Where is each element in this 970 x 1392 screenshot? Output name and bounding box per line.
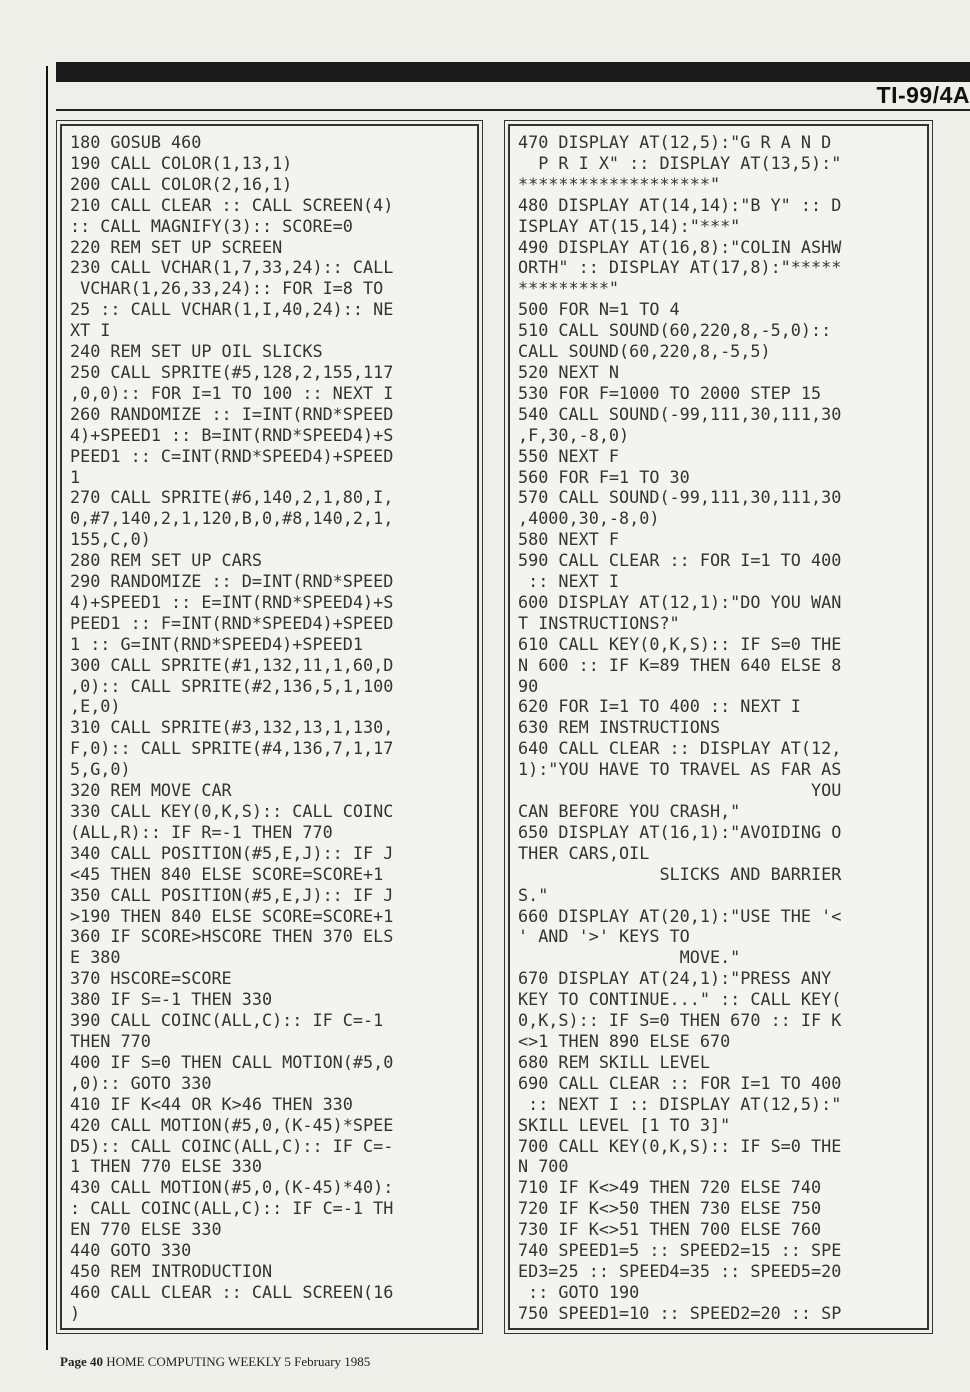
code-line: 210 CALL CLEAR :: CALL SCREEN(4) — [70, 194, 394, 215]
program-listing-right — [510, 126, 927, 1324]
code-line: ,4000,30,-8,0) — [518, 508, 660, 529]
code-line: 340 CALL POSITION(#5,E,J):: IF J — [70, 842, 394, 863]
code-line: N 700 — [518, 1156, 569, 1177]
code-line: 200 CALL COLOR(2,16,1) — [70, 173, 293, 194]
code-line: 640 CALL CLEAR :: DISPLAY AT(12, — [518, 738, 842, 759]
code-line: 570 CALL SOUND(-99,111,30,111,30 — [518, 487, 842, 508]
code-line: : CALL COINC(ALL,C):: IF C=-1 TH — [70, 1198, 394, 1219]
code-line: 240 REM SET UP OIL SLICKS — [70, 341, 323, 362]
header-bar — [56, 62, 970, 82]
code-line: 740 SPEED1=5 :: SPEED2=15 :: SPE — [518, 1240, 842, 1261]
code-line: 1 :: G=INT(RND*SPEED4)+SPEED1 — [70, 633, 363, 654]
code-line: SLICKS AND BARRIER — [518, 863, 842, 884]
code-line: 670 DISPLAY AT(24,1):"PRESS ANY — [518, 968, 832, 989]
page-number: Page 40 — [60, 1354, 103, 1369]
code-line: YOU — [518, 780, 842, 801]
code-line: ORTH" :: DISPLAY AT(17,8):"***** — [518, 257, 842, 278]
code-line: 480 DISPLAY AT(14,14):"B Y" :: D — [518, 194, 842, 215]
code-line: :: NEXT I — [518, 571, 620, 592]
code-line: 4)+SPEED1 :: E=INT(RND*SPEED4)+S — [70, 591, 394, 612]
code-line: 5,G,0) — [70, 759, 131, 780]
code-line: E 380 — [70, 947, 121, 968]
code-line: 630 REM INSTRUCTIONS — [518, 717, 721, 738]
code-line: N 600 :: IF K=89 THEN 640 ELSE 8 — [518, 654, 842, 675]
code-line: 280 REM SET UP CARS — [70, 550, 262, 571]
code-line: 500 FOR N=1 TO 4 — [518, 299, 680, 320]
code-line: XT I — [70, 320, 111, 341]
code-line: 90 — [518, 675, 539, 696]
code-line: KEY TO CONTINUE..." :: CALL KEY( — [518, 989, 842, 1010]
code-line: 540 CALL SOUND(-99,111,30,111,30 — [518, 403, 842, 424]
code-line: 0,K,S):: IF S=0 THEN 670 :: IF K — [518, 1010, 842, 1031]
code-line: 420 CALL MOTION(#5,0,(K-45)*SPEE — [70, 1114, 394, 1135]
code-line: ,0):: GOTO 330 — [70, 1072, 212, 1093]
code-line: :: GOTO 190 — [518, 1281, 640, 1302]
page-footer — [60, 1354, 370, 1370]
code-line: *******************" — [518, 173, 721, 194]
code-line: MOVE." — [518, 947, 741, 968]
code-line: 310 CALL SPRITE(#3,132,13,1,130, — [70, 717, 394, 738]
code-line: 520 NEXT N — [518, 361, 620, 382]
code-line: ,0,0):: FOR I=1 TO 100 :: NEXT I — [70, 382, 394, 403]
code-line: 600 DISPLAY AT(12,1):"DO YOU WAN — [518, 591, 842, 612]
code-line: ) — [70, 1302, 81, 1323]
code-line: 580 NEXT F — [518, 529, 620, 550]
code-line: 370 HSCORE=SCORE — [70, 968, 232, 989]
code-line: 700 CALL KEY(0,K,S):: IF S=0 THE — [518, 1135, 842, 1156]
code-line: 490 DISPLAY AT(16,8):"COLIN ASHW — [518, 236, 842, 257]
code-line: PEED1 :: F=INT(RND*SPEED4)+SPEED — [70, 612, 394, 633]
code-line: THEN 770 — [70, 1030, 151, 1051]
code-line: 400 IF S=0 THEN CALL MOTION(#5,0 — [70, 1051, 394, 1072]
listing-column-right — [508, 124, 929, 1330]
code-line: 730 IF K<>51 THEN 700 ELSE 760 — [518, 1219, 822, 1240]
code-line: EN 770 ELSE 330 — [70, 1219, 222, 1240]
code-line: 1 THEN 770 ELSE 330 — [70, 1156, 262, 1177]
code-line: 750 SPEED1=10 :: SPEED2=20 :: SP — [518, 1302, 842, 1323]
code-line: PEED1 :: C=INT(RND*SPEED4)+SPEED — [70, 445, 394, 466]
code-line: 560 FOR F=1 TO 30 — [518, 466, 690, 487]
code-line: 250 CALL SPRITE(#5,128,2,155,117 — [70, 361, 394, 382]
code-line: 220 REM SET UP SCREEN — [70, 236, 283, 257]
code-line: P R I X" :: DISPLAY AT(13,5):" — [518, 152, 842, 173]
code-line: CAN BEFORE YOU CRASH," — [518, 801, 741, 821]
code-line: SKILL LEVEL [1 TO 3]" — [518, 1114, 731, 1135]
code-line: 1):"YOU HAVE TO TRAVEL AS FAR AS — [518, 759, 842, 780]
code-line: :: NEXT I :: DISPLAY AT(12,5):" — [518, 1093, 842, 1114]
code-line: 4)+SPEED1 :: B=INT(RND*SPEED4)+S — [70, 424, 394, 445]
code-line: 260 RANDOMIZE :: I=INT(RND*SPEED — [70, 403, 394, 424]
code-line: 270 CALL SPRITE(#6,140,2,1,80,I, — [70, 487, 394, 508]
code-line: (ALL,R):: IF R=-1 THEN 770 — [70, 821, 333, 842]
code-line: 230 CALL VCHAR(1,7,33,24):: CALL — [70, 257, 394, 278]
code-line: 650 DISPLAY AT(16,1):"AVOIDING O — [518, 821, 842, 842]
code-line: ,0):: CALL SPRITE(#2,136,5,1,100 — [70, 675, 394, 696]
code-line: D5):: CALL COINC(ALL,C):: IF C=- — [70, 1135, 394, 1156]
code-line: 390 CALL COINC(ALL,C):: IF C=-1 — [70, 1010, 384, 1031]
program-listing-left — [62, 126, 477, 1324]
code-line: *********" — [518, 278, 620, 299]
code-line: T INSTRUCTIONS?" — [518, 612, 680, 633]
header-rule — [56, 109, 970, 111]
code-line: 155,C,0) — [70, 529, 151, 550]
code-line: 440 GOTO 330 — [70, 1240, 192, 1261]
code-line: 720 IF K<>50 THEN 730 ELSE 750 — [518, 1198, 822, 1219]
code-line: VCHAR(1,26,33,24):: FOR I=8 TO — [70, 278, 384, 299]
code-line: 1 — [70, 466, 81, 487]
code-line: 620 FOR I=1 TO 400 :: NEXT I — [518, 696, 801, 717]
code-line: 290 RANDOMIZE :: D=INT(RND*SPEED — [70, 571, 394, 592]
code-line: 460 CALL CLEAR :: CALL SCREEN(16 — [70, 1281, 394, 1302]
code-line: 550 NEXT F — [518, 445, 620, 466]
code-line: ISPLAY AT(15,14):"***" — [518, 215, 741, 236]
code-line: 680 REM SKILL LEVEL — [518, 1051, 710, 1072]
listing-column-left — [60, 124, 479, 1330]
code-line: 0,#7,140,2,1,120,B,0,#8,140,2,1, — [70, 508, 394, 529]
code-line: F,0):: CALL SPRITE(#4,136,7,1,17 — [70, 738, 394, 759]
code-line: ED3=25 :: SPEED4=35 :: SPEED5=20 — [518, 1260, 842, 1281]
code-line: 530 FOR F=1000 TO 2000 STEP 15 — [518, 382, 822, 403]
publication-info: HOME COMPUTING WEEKLY 5 February 1985 — [106, 1354, 371, 1369]
code-line: <>1 THEN 890 ELSE 670 — [518, 1030, 731, 1051]
code-line: :: CALL MAGNIFY(3):: SCORE=0 — [70, 215, 353, 236]
code-line: 510 CALL SOUND(60,220,8,-5,0):: — [518, 320, 832, 341]
code-line: 190 CALL COLOR(1,13,1) — [70, 152, 293, 173]
code-line: 660 DISPLAY AT(20,1):"USE THE '< — [518, 905, 842, 926]
code-line: <45 THEN 840 ELSE SCORE=SCORE+1 — [70, 863, 384, 884]
code-line: 25 :: CALL VCHAR(1,I,40,24):: NE — [70, 299, 394, 320]
code-line: 590 CALL CLEAR :: FOR I=1 TO 400 — [518, 550, 842, 571]
code-line: 330 CALL KEY(0,K,S):: CALL COINC — [70, 801, 394, 821]
code-line: 470 DISPLAY AT(12,5):"G R A N D — [518, 132, 832, 152]
code-line: 380 IF S=-1 THEN 330 — [70, 989, 273, 1010]
code-line: S." — [518, 884, 549, 905]
code-line: 180 GOSUB 460 — [70, 132, 202, 152]
code-line: 350 CALL POSITION(#5,E,J):: IF J — [70, 884, 394, 905]
code-line: 430 CALL MOTION(#5,0,(K-45)*40): — [70, 1177, 394, 1198]
code-line: 320 REM MOVE CAR — [70, 780, 232, 801]
code-line: 690 CALL CLEAR :: FOR I=1 TO 400 — [518, 1072, 842, 1093]
code-line: 610 CALL KEY(0,K,S):: IF S=0 THE — [518, 633, 842, 654]
code-line: ' AND '>' KEYS TO — [518, 926, 690, 947]
code-line: 410 IF K<44 OR K>46 THEN 330 — [70, 1093, 353, 1114]
code-line: 450 REM INTRODUCTION — [70, 1260, 273, 1281]
code-line: ,F,30,-8,0) — [518, 424, 630, 445]
code-line: 710 IF K<>49 THEN 720 ELSE 740 — [518, 1177, 822, 1198]
section-label: TI-99/4A — [876, 82, 970, 108]
code-line: CALL SOUND(60,220,8,-5,5) — [518, 341, 771, 362]
code-line: ,E,0) — [70, 696, 121, 717]
code-line: 360 IF SCORE>HSCORE THEN 370 ELS — [70, 926, 394, 947]
code-line: 300 CALL SPRITE(#1,132,11,1,60,D — [70, 654, 394, 675]
code-line: THER CARS,OIL — [518, 842, 650, 863]
code-line: >190 THEN 840 ELSE SCORE=SCORE+1 — [70, 905, 394, 926]
